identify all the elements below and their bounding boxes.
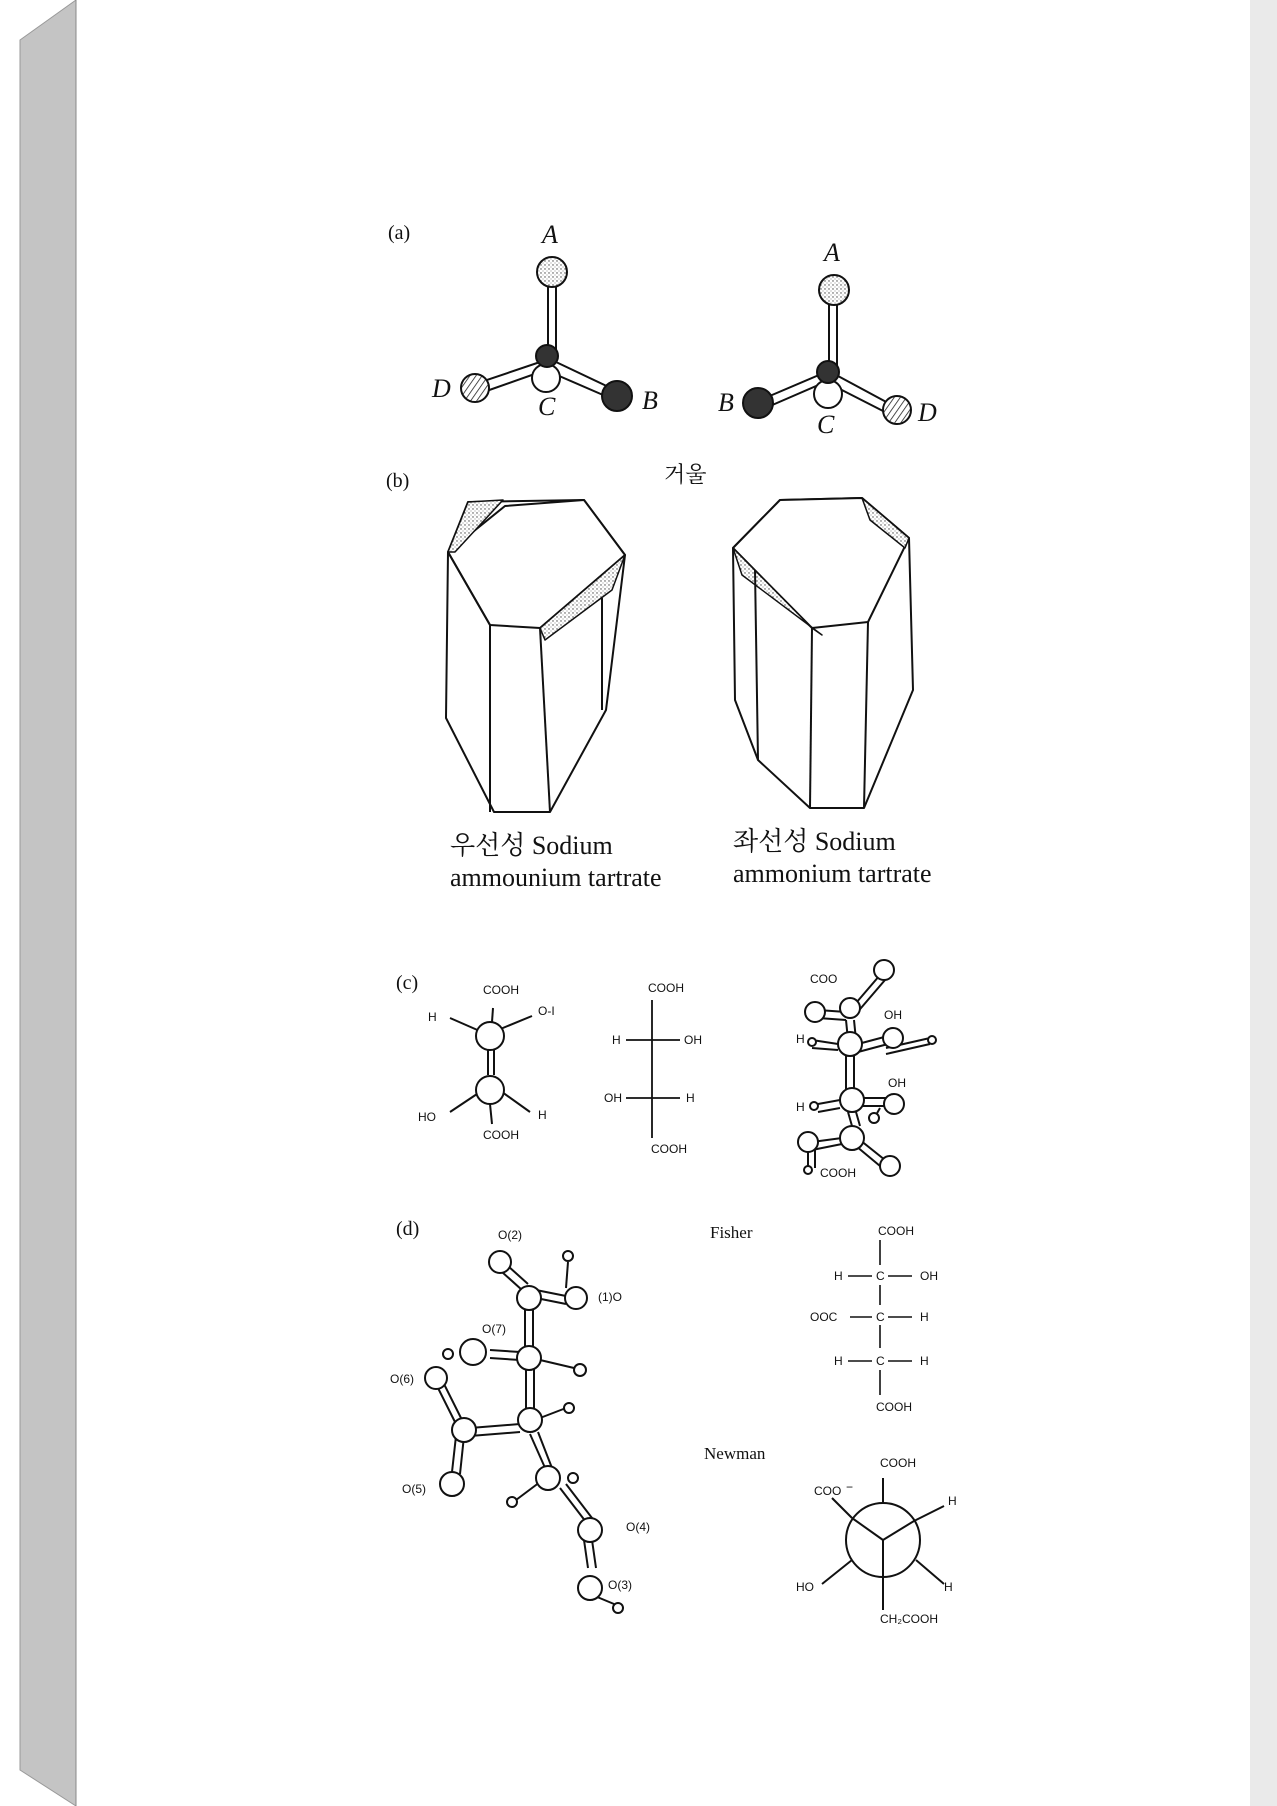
fischer-bottom-cooh: COOH bbox=[651, 1142, 687, 1156]
fischer-top-cooh: COOH bbox=[648, 981, 684, 995]
wedge-oh-top: O-I bbox=[538, 1004, 555, 1018]
model-oh2: OH bbox=[888, 1076, 906, 1090]
fischer-h1: H bbox=[612, 1033, 621, 1047]
newman-minus: − bbox=[846, 1480, 854, 1494]
newman-h-low: H bbox=[944, 1580, 953, 1594]
crystal-levorotatory bbox=[733, 498, 913, 808]
atom-o1: (1)O bbox=[598, 1290, 622, 1304]
right-crystal-caption-1: 좌선성 Sodium bbox=[733, 827, 896, 856]
wedge-h-bottom: H bbox=[538, 1108, 547, 1122]
newman-title: Newman bbox=[704, 1444, 766, 1463]
fisher-c1: C bbox=[876, 1269, 885, 1283]
fisher-h3: H bbox=[834, 1354, 843, 1368]
model-h1: H bbox=[796, 1032, 805, 1046]
newman-h-right: H bbox=[948, 1494, 957, 1508]
panel-d-label: (d) bbox=[396, 1218, 420, 1240]
left-crystal-caption-1: 우선성 Sodium bbox=[450, 831, 613, 860]
fisher-bottom-cooh: COOH bbox=[876, 1400, 912, 1414]
tartaric-acid-fischer bbox=[626, 1000, 680, 1138]
mirror-label: 거울 bbox=[664, 463, 707, 488]
fischer-oh1: OH bbox=[684, 1033, 702, 1047]
atom-a-left: A bbox=[542, 220, 558, 249]
citrate-ball-model bbox=[425, 1251, 623, 1613]
tetrahedral-molecule-left bbox=[461, 257, 632, 411]
fisher-c2: C bbox=[876, 1310, 885, 1324]
model-h2: H bbox=[796, 1100, 805, 1114]
wedge-top-cooh: COOH bbox=[483, 983, 519, 997]
tartaric-acid-wedge bbox=[450, 1008, 532, 1124]
book-page-edge bbox=[1250, 0, 1277, 1806]
fisher-h4: H bbox=[920, 1354, 929, 1368]
fisher-h1: H bbox=[834, 1269, 843, 1283]
atom-d-left: D bbox=[432, 374, 451, 403]
fisher-c3: C bbox=[876, 1354, 885, 1368]
tartaric-acid-ball-model bbox=[798, 960, 936, 1176]
atom-o4: O(4) bbox=[626, 1520, 650, 1534]
book-spine bbox=[20, 0, 76, 1806]
atom-d-right: D bbox=[918, 398, 937, 427]
fisher-top-cooh: COOH bbox=[878, 1224, 914, 1238]
model-cooh: COOH bbox=[820, 1166, 856, 1180]
left-crystal-caption-2: ammounium tartrate bbox=[450, 863, 662, 892]
panel-a-label: (a) bbox=[388, 222, 411, 244]
atom-o5: O(5) bbox=[402, 1482, 426, 1496]
wedge-bottom-cooh: COOH bbox=[483, 1128, 519, 1142]
crystal-dextrorotatory bbox=[446, 500, 625, 812]
model-coo: COO bbox=[810, 972, 838, 986]
atom-c-right: C bbox=[817, 410, 835, 439]
atom-b-right: B bbox=[718, 388, 734, 417]
model-oh1: OH bbox=[884, 1008, 902, 1022]
atom-a-right: A bbox=[824, 238, 840, 267]
atom-b-left: B bbox=[642, 386, 658, 415]
fisher-title: Fisher bbox=[710, 1223, 753, 1242]
atom-o3: O(3) bbox=[608, 1578, 632, 1592]
newman-coo: COO bbox=[814, 1484, 842, 1498]
fischer-h2: H bbox=[686, 1091, 695, 1105]
atom-o2: O(2) bbox=[498, 1228, 522, 1242]
panel-c-label: (c) bbox=[396, 972, 419, 994]
fisher-h2: H bbox=[920, 1310, 929, 1324]
newman-bottom: CH₂COOH bbox=[880, 1612, 938, 1626]
fischer-oh2: OH bbox=[604, 1091, 622, 1105]
atom-o6: O(6) bbox=[390, 1372, 414, 1386]
panel-b-label: (b) bbox=[386, 470, 410, 492]
right-crystal-caption-2: ammonium tartrate bbox=[733, 859, 932, 888]
atom-c-left: C bbox=[538, 392, 556, 421]
fisher-ooc: OOC bbox=[810, 1310, 838, 1324]
tetrahedral-molecule-right bbox=[743, 275, 911, 424]
newman-top-cooh: COOH bbox=[880, 1456, 916, 1470]
wedge-h-top: H bbox=[428, 1010, 437, 1024]
newman-ho: HO bbox=[796, 1580, 814, 1594]
wedge-ho-bottom: HO bbox=[418, 1110, 436, 1124]
fisher-oh1: OH bbox=[920, 1269, 938, 1283]
atom-o7: O(7) bbox=[482, 1322, 506, 1336]
